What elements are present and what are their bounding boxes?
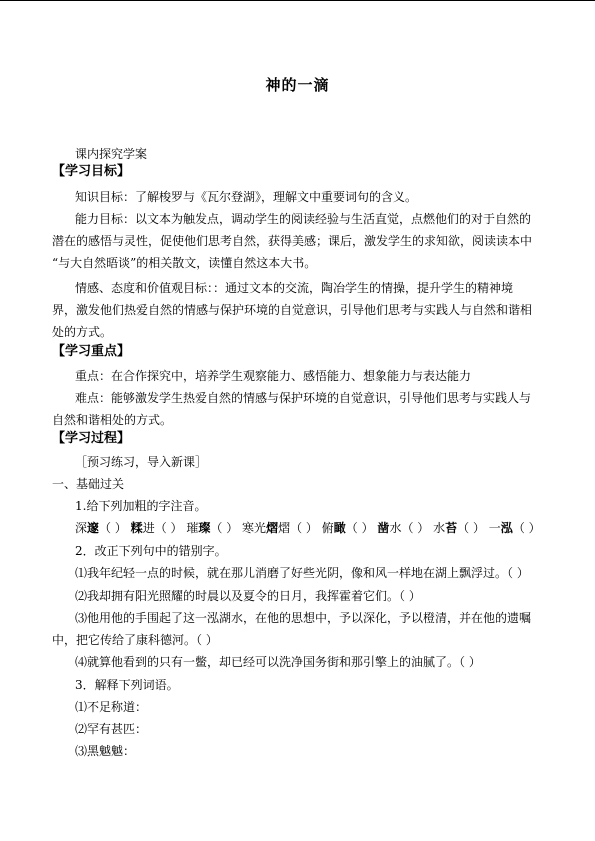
focus-difficulty-line1: 难点：能够激发学生热爱自然的情感与保护环境的自觉意识，引导他们思考与实践人与 [75,391,532,405]
q1-instruction: 1.给下列加粗的字注音。 [75,499,207,513]
part1-label: 一、基础过关 [52,477,125,491]
goal-emotion-line3: 处的方式。 [52,325,113,339]
q3-instruction: 3．解释下列词语。 [75,678,179,692]
goal-emotion-line2: 界，激发他们热爱自然的情感与保护环境的自觉意识，引导他们思考与实践人与自然和谐相 [52,303,533,317]
q3-term-3: ⑶黑魆魆： [75,744,136,758]
q2-sentence-2: ⑵我却拥有阳光照耀的时晨以及夏令的日月，我挥霍着它们。（ ） [75,589,421,603]
q3-term-2: ⑵罕有甚匹： [75,722,148,736]
focus-difficulty-line2: 自然和谐相处的方式。 [52,413,173,427]
q2-sentence-4: ⑷就算他看到的只有一鳖，却已经可以洗净国务街和那引擎上的油腻了。（ ） [75,655,481,669]
heading-process: 【学习过程】 [52,431,131,446]
focus-key: 重点：在合作探究中，培养学生观察能力、感悟能力、想象能力与表达能力 [75,369,472,383]
q1-item: 寒光熠熠（ ） [242,521,318,535]
subtitle: 课内探究学案 [75,147,148,161]
q1-item: 一泓（ ） [488,521,541,535]
q3-term-1: ⑴不足称道： [75,700,148,714]
heading-goals: 【学习目标】 [52,164,131,179]
page-title: 神的一滴 [265,76,330,94]
goal-ability-line2: 潜在的感悟与灵性，促使他们思考自然，获得美感；课后，激发学生的求知欲，阅读读本中 [52,234,533,248]
q1-item: 璀璨（ ） [186,521,239,535]
q1-item: 俯瞰（ ） [321,521,374,535]
q1-item: 凿水（ ） [377,521,430,535]
goal-ability-line3: “与大自然晤谈”的相关散文，读懂自然这本大书。 [52,256,317,270]
q2-sentence-1: ⑴我年纪轻一点的时候，就在那儿消磨了好些光阴，像和风一样地在湖上飘浮过。（ ） [75,566,529,580]
goal-emotion-line1: 情感、态度和价值观目标：：通过文本的交流，陶冶学生的情操，提升学生的精神境 [75,281,514,295]
q1-item: 深邃（ ） [75,521,127,535]
q2-sentence-3-line2: 中，把它传给了康科德河。（ ） [52,633,218,647]
heading-focus: 【学习重点】 [52,344,131,359]
q2-instruction: 2．改正下列句中的错别字。 [75,544,227,558]
page-top-border [0,0,595,1]
q2-sentence-3-line1: ⑶他用他的手围起了这一泓湖水，在他的思想中，予以深化，予以橙清，并在他的遗嘱 [75,611,532,625]
q1-item: 糅进（ ） [130,521,183,535]
goal-ability-line1: 能力目标：以文本为触发点，调动学生的阅读经验与生活直觉，点燃他们的对于自然的 [75,212,532,226]
goal-knowledge: 知识目标：了解梭罗与《瓦尔登湖》，理解文中重要词句的含义。 [75,190,418,204]
q1-item: 水苔（ ） [433,521,485,535]
preview-label: ［预习练习，导入新课］ [75,455,208,469]
q1-items [75,520,541,536]
